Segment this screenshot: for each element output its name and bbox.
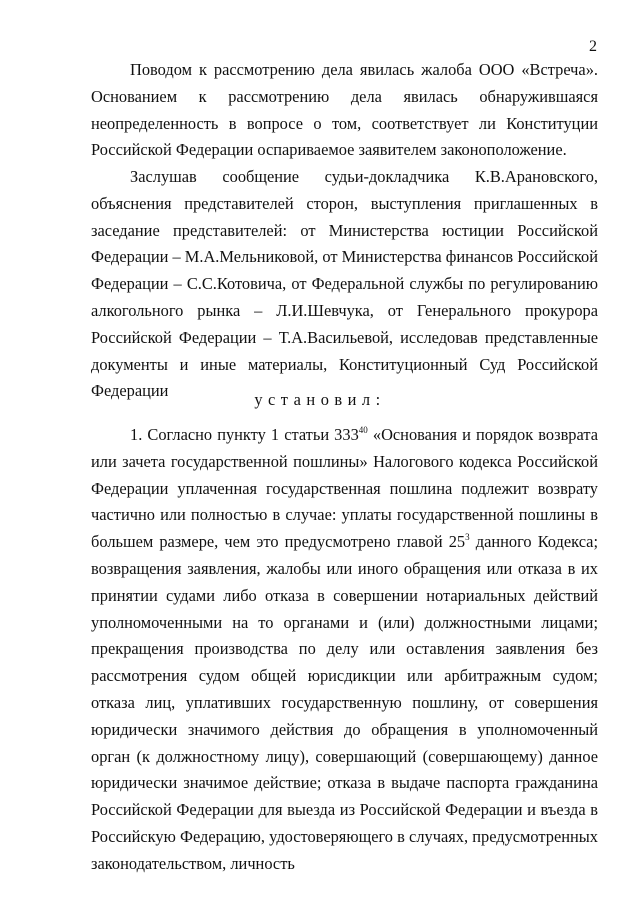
paragraph-hearing-participants: Заслушав сообщение судьи-докладчика К.В.Арановского, объяснения представителей сторон, выступления приглашенных в заседание представителей: от Министерства юстиции Российской Федерации – М.А.Мельниковой, от Министерства финансов Российской Федерации – С.С.Котовича, от Федеральной службы по регулированию алкогольного рынка – Л.И.Шевчука, от Генерального прокурора Российской Федерации – Т.А.Васильевой, исследовав представленные документы и иные материалы, Конституционный Суд Российской Федерации bbox=[91, 167, 599, 401]
article-superscript: 40 bbox=[358, 424, 368, 435]
ruling-heading: установил: bbox=[254, 390, 386, 409]
article-paragraph-block bbox=[91, 422, 598, 878]
hearing-paragraph-block bbox=[91, 164, 598, 405]
paragraph-part-3: данного Кодекса; возвращения заявления, жалобы или иного обращения или отказа в их принятии судами либо отказа в совершении нотариальных действий уполномоченными на то органами и (или) должностными лицами; прекращения производства по делу или оставления заявления без рассмотрения судом общей юрисдикции или арбитражным судом; отказа лиц, уплативших государственную пошлину, от совершения юридически значимого действия до обращения в уполномоченный орган (к должностному лицу), совершающий (совершающему) данное юридически значимое действие; отказа в выдаче паспорта гражданина Российской Федерации для выезда из Российской Федерации и въезда в Российскую Федерацию, удостоверяющего в случаях, предусмотренных законодательством, личность bbox=[91, 532, 599, 873]
paragraph-part-2: «Основания и порядок возврата или зачета государственной пошлины» Налогового кодекса Российской Федерации уплаченная государственная пошлина подлежит возврату частично или полностью в случае: уплаты государственной пошлины в большем размере, чем это предусмотрено главой 25 bbox=[91, 425, 598, 552]
paragraph-part-1: 1. Согласно пункту 1 статьи 333 bbox=[130, 425, 359, 444]
page-number: 2 bbox=[589, 38, 597, 55]
paragraph-complaint-basis: Поводом к рассмотрению дела явилась жалоба ООО «Встреча». Основанием к рассмотрению дела явилась обнаружившаяся неопределенность в вопросе о том, соответствует ли Конституции Российской Федерации оспариваемое заявителем законоположение. bbox=[91, 60, 598, 160]
paragraph-article-333-40 bbox=[91, 422, 598, 878]
intro-paragraph-block bbox=[91, 57, 598, 164]
chapter-superscript: 3 bbox=[465, 531, 470, 542]
